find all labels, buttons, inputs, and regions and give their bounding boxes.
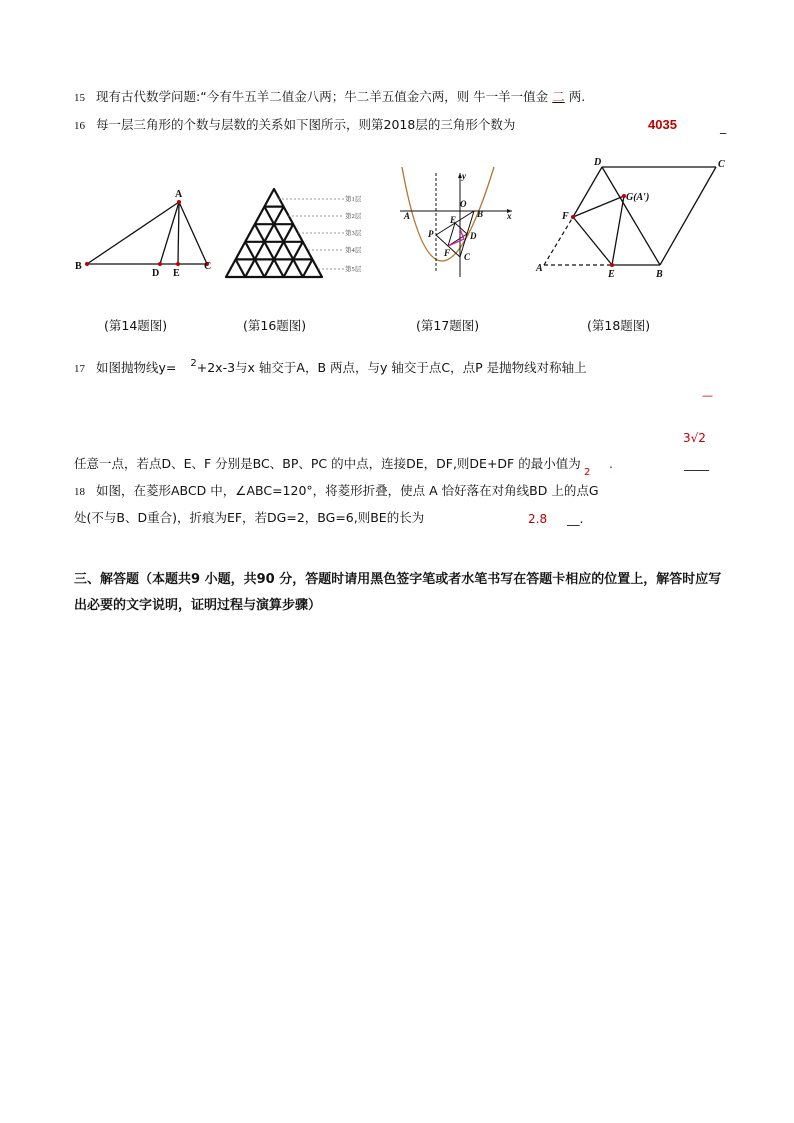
- figure-16: [222, 187, 370, 282]
- q17-answer-denominator: 2: [584, 467, 591, 478]
- f18-caption: (第18题图): [587, 318, 651, 333]
- q17-blank: ____: [684, 456, 709, 471]
- f17-label-b: B: [477, 209, 484, 219]
- q18-number: 18: [74, 486, 85, 498]
- q17-sup: 2: [190, 358, 197, 369]
- figure-18: [532, 155, 732, 280]
- q17-number: 17: [74, 363, 85, 375]
- f14-label-d: D: [152, 268, 160, 279]
- q18-answer: 2.8: [528, 512, 548, 526]
- f17-label-y: y: [462, 171, 466, 181]
- q17-text2: +2x-3与x 轴交于A，B 两点，与y 轴交于点C，点P 是抛物线对称轴上: [196, 360, 587, 375]
- f14-label-a: A: [175, 189, 183, 200]
- q15-number: 15: [74, 92, 85, 104]
- f17-label-e: E: [450, 215, 457, 225]
- f16-caption: (第16题图): [243, 318, 307, 333]
- f18-label-f: F: [562, 211, 569, 222]
- f14-label-e: E: [173, 268, 180, 279]
- q18-text2: 处(不与B、D重合)，折痕为EF，若DG=2，BG=6,则BE的长为: [74, 510, 425, 525]
- f18-label-d: D: [594, 157, 602, 168]
- figure-17: [398, 165, 516, 280]
- q17-dash: —: [702, 389, 713, 402]
- f17-label-d: D: [470, 231, 477, 241]
- q18-text1: 如图，在菱形ABCD 中，∠ABC=120°，将菱形折叠，使点 A 恰好落在对角线BD 上的点G: [96, 483, 599, 498]
- q16-number: 16: [74, 120, 85, 132]
- f16-layer-1: 第1层: [345, 196, 362, 203]
- q17-line1: [96, 360, 587, 378]
- figure-14: [72, 185, 222, 280]
- q17-answer: 3√2: [683, 431, 706, 445]
- f17-label-x: x: [507, 211, 512, 221]
- section3-heading-line2: 出必要的文字说明，证明过程与演算步骤）: [74, 598, 322, 613]
- q16-text: 每一层三角形的个数与层数的关系如下图所示，则第2018层的三角形个数为: [96, 117, 516, 132]
- q16-tail: _: [720, 119, 727, 134]
- f17-label-p: P: [428, 229, 434, 239]
- q15-text: 现有古代数学问题:“今有牛五羊二值金八两；牛二羊五值金六两，则 牛一羊一值金: [96, 89, 549, 104]
- f17-label-f: F: [444, 248, 451, 258]
- f14-caption: (第14题图): [104, 318, 168, 333]
- f18-label-a: A: [536, 263, 543, 274]
- f16-layer-4: 第4层: [345, 247, 362, 254]
- f16-layer-3: 第3层: [345, 230, 362, 237]
- q16-answer: 4035: [648, 117, 677, 132]
- f17-caption: (第17题图): [416, 318, 480, 333]
- f18-label-g: G(A′): [626, 192, 650, 203]
- q15-tail: 两.: [568, 89, 586, 104]
- f16-layer-2: 第2层: [345, 213, 362, 220]
- f14-label-c: C: [204, 261, 212, 272]
- q15-answer: 二: [552, 89, 565, 104]
- f17-label-a: A: [404, 211, 411, 221]
- f18-label-c: C: [718, 159, 725, 170]
- q18-tail: __.: [567, 511, 584, 526]
- f18-label-e: E: [608, 269, 615, 280]
- q17-dot: .: [609, 456, 613, 471]
- f16-layer-5: 第5层: [345, 266, 362, 273]
- q17-text3: 任意一点，若点D、E、F 分别是BC、BP、PC 的中点，连接DE，DF,则DE+DF 的最小值为: [74, 456, 581, 471]
- f17-label-c: C: [464, 252, 471, 262]
- q15-text-line: [96, 89, 585, 105]
- f14-label-b: B: [75, 261, 82, 272]
- q17-text1: 如图抛物线y=: [96, 360, 177, 375]
- f18-label-b: B: [656, 269, 663, 280]
- section3-heading-line1: 三、解答题（本题共9 小题，共90 分，答题时请用黑色签字笔或者水笔书写在答题卡相应的位置上，解答时应写: [74, 572, 722, 587]
- f17-label-o: O: [460, 199, 467, 209]
